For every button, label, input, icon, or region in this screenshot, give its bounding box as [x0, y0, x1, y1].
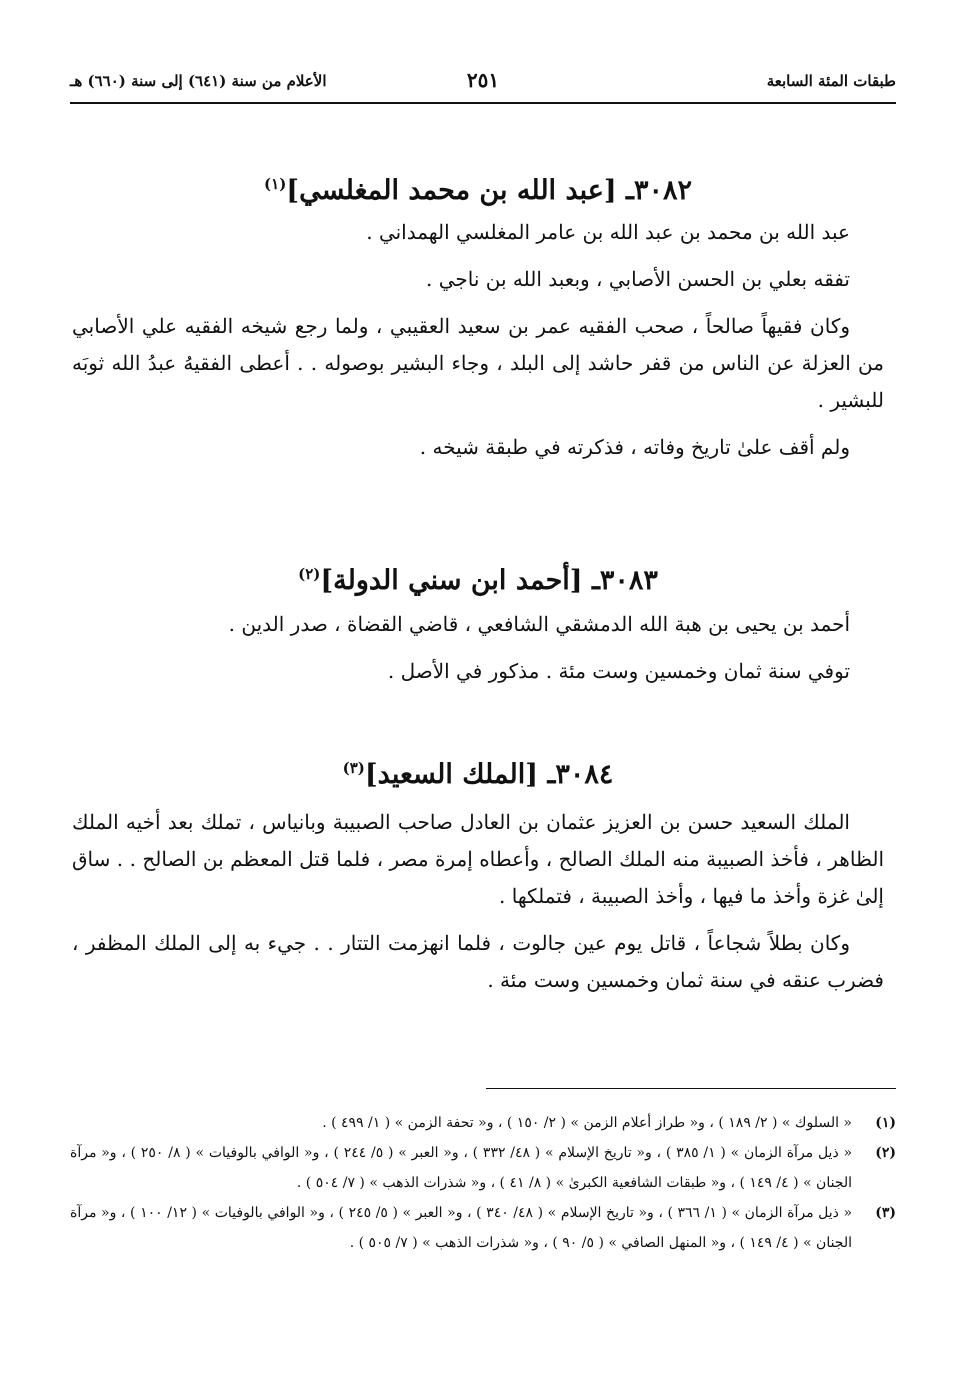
entry-3082 — [72, 162, 884, 466]
footnote — [70, 1108, 896, 1138]
entry-paragraph: عبد الله بن محمد بن عبد الله بن عامر المغلسي الهمداني . — [366, 220, 850, 244]
entry-title — [72, 552, 884, 596]
footnote-ref: (٢) — [298, 565, 321, 583]
entry-title — [72, 162, 884, 206]
entry-paragraph: ولم أقف علىٰ تاريخ وفاته ، فذكرته في طبقة شيخه . — [419, 435, 850, 459]
footnote-text: « السلوك » ( ٢/ ١٨٩ ) ، و« طراز أعلام الزمن » ( ٢/ ١٥٠ ) ، و« تحفة الزمن » ( ١/ ٤٩٩ ) . — [322, 1115, 852, 1131]
page-number: ٢٥١ — [466, 68, 500, 92]
footnote-text: « ذيل مرآة الزمان » ( ١/ ٣٦٦ ) ، و« تاريخ الإسلام » ( ٤٨/ ٣٤٠ ) ، و« العبر » ( ٥/ ٢٤٥ ) ، و« الوافي بالوفيات » ( ١٢/ ١٠٠ ) ، و« مرآة الجنان » ( ٤/ ١٤٩ ) ، و« المنهل الصافي » ( ٥/ ٩٠ ) ، و« شذرات الذهب » ( ٧/ ٥٠٥ ) . — [70, 1205, 853, 1251]
footnote-number: (٢) — [875, 1145, 896, 1161]
header-date-range: الأعلام من سنة (٦٤١) إلى سنة (٦٦٠) هـ — [70, 72, 327, 90]
header-section-title: طبقات المئة السابعة — [766, 72, 896, 90]
footnote-divider — [486, 1088, 896, 1089]
footnote-text: « ذيل مرآة الزمان » ( ١/ ٣٨٥ ) ، و« تاريخ الإسلام » ( ٤٨/ ٣٣٢ ) ، و« العبر » ( ٥/ ٢٤٤ ) ، و« الوافي بالوفيات » ( ٨/ ٢٥٠ ) ، و« مرآة الجنان » ( ٤/ ١٤٩ ) ، و« طبقات الشافعية الكبرىٰ » ( ٨/ ٤١ ) ، و« شذرات الذهب » ( ٧/ ٥٠٤ ) . — [70, 1145, 853, 1191]
entry-3083 — [72, 552, 884, 690]
entry-paragraph: تفقه بعلي بن الحسن الأصابي ، وبعبد الله بن ناجي . — [426, 267, 850, 291]
footnote-ref: (١) — [264, 175, 287, 193]
footnote-ref: (٣) — [342, 759, 365, 777]
entry-title-text: ٣٠٨٢ـ [عبد الله بن محمد المغلسي] — [286, 175, 692, 206]
entry-title-text: ٣٠٨٣ـ [أحمد ابن سني الدولة] — [320, 565, 658, 596]
footnote-number: (١) — [875, 1115, 896, 1131]
footnote-number: (٣) — [875, 1205, 896, 1221]
footnotes — [70, 1108, 896, 1258]
entry-title-text: ٣٠٨٤ـ [الملك السعيد] — [364, 759, 614, 790]
footnote — [70, 1198, 896, 1258]
running-header — [70, 66, 896, 104]
entry-3084 — [72, 746, 884, 999]
entry-paragraph: وكان بطلاً شجاعاً ، قاتل يوم عين جالوت ، فلما انهزمت التتار . . جيء به إلى الملك المظفر ، فضرب عنقه في سنة ثمان وخمسين وست مئة . — [72, 931, 884, 992]
entry-paragraph: وكان فقيهاً صالحاً ، صحب الفقيه عمر بن سعيد العقيبي ، ولما رجع شيخه الفقيه علي الأصابي من العزلة عن الناس من قفر حاشد إلى البلد ، وجاء البشير بوصوله . . أعطى الفقيهُ عبدُ الله ثوبَه للبشير . — [72, 314, 884, 412]
entry-paragraph: توفي سنة ثمان وخمسين وست مئة . مذكور في الأصل . — [387, 659, 850, 683]
footnote — [70, 1138, 896, 1198]
entry-title — [72, 746, 884, 790]
entry-paragraph: أحمد بن يحيى بن هبة الله الدمشقي الشافعي ، قاضي القضاة ، صدر الدين . — [228, 612, 850, 636]
entry-paragraph: الملك السعيد حسن بن العزيز عثمان بن العادل صاحب الصبيبة وبانياس ، تملك بعد أخيه الملك الظاهر ، فأخذ الصبيبة منه الملك الصالح ، وأعطاه إمرة مصر ، فلما قتل المعظم بن الصالح . . ساق إلىٰ غزة وأخذ ما فيها ، وأخذ الصبيبة ، فتملكها . — [72, 810, 884, 908]
